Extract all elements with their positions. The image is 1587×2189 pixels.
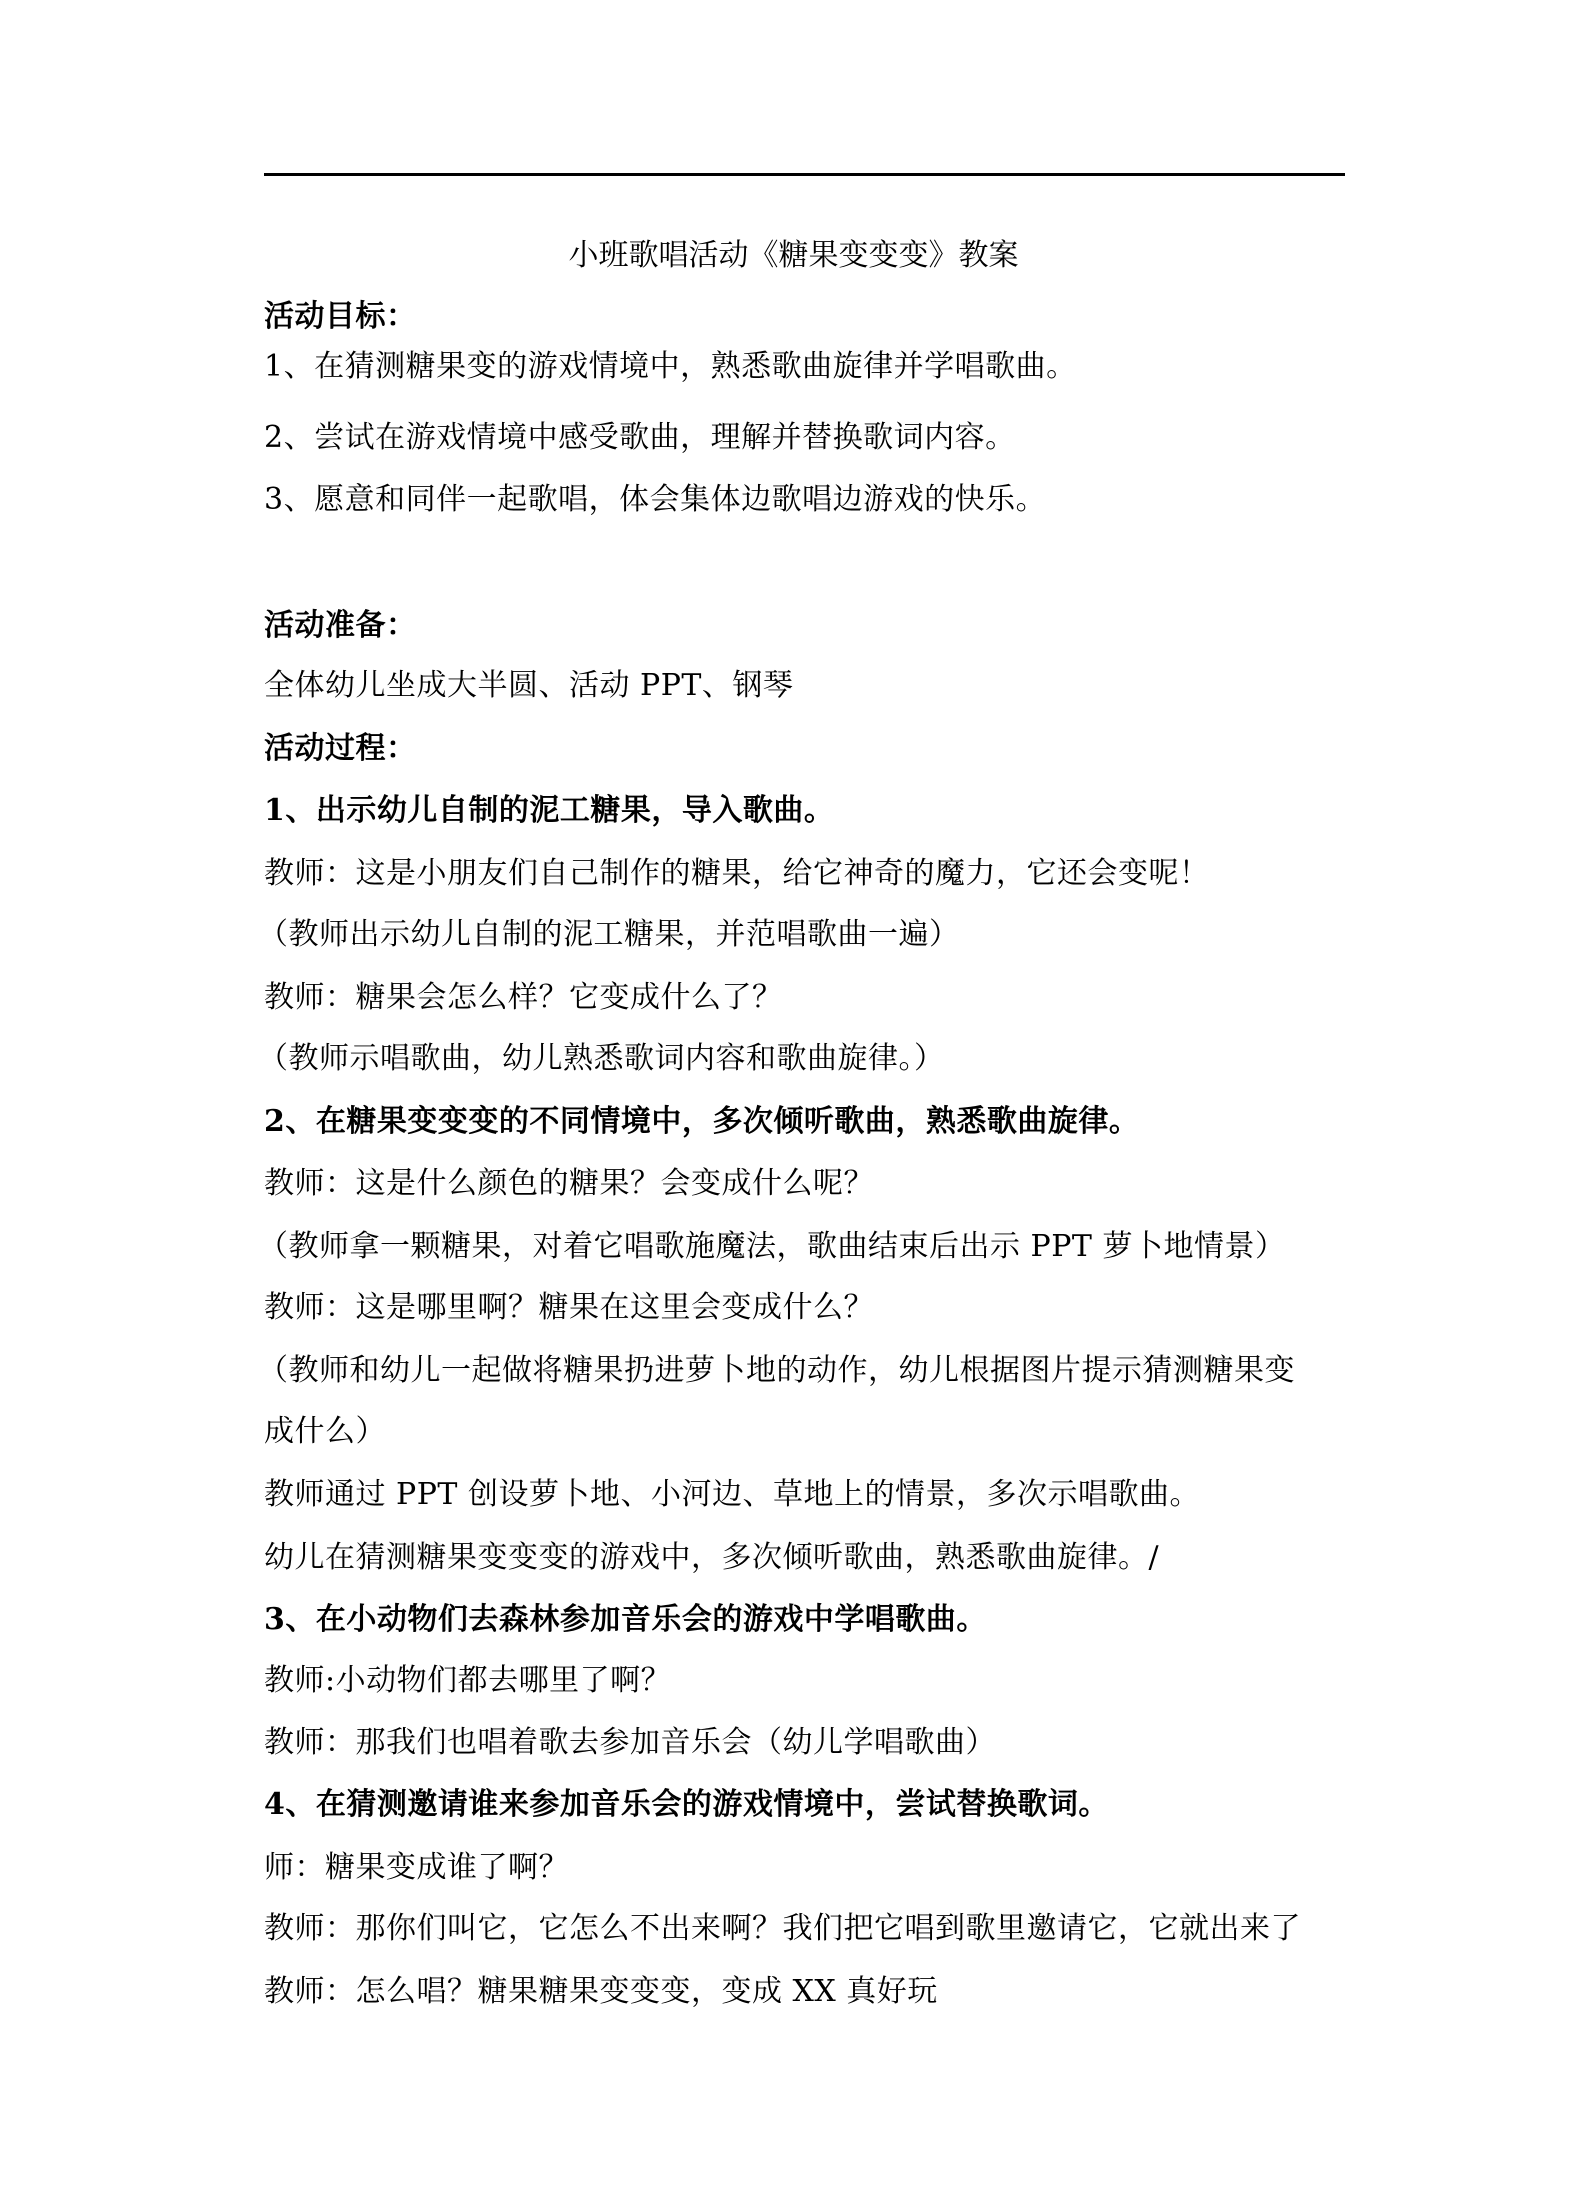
process-line: 教师：这是小朋友们自己制作的糖果，给它神奇的魔力，它还会变呢！ [264,856,1210,891]
process-line: 教师：那我们也唱着歌去参加音乐会（幼儿学唱歌曲） [264,1725,996,1760]
process-line: 教师通过 PPT 创设萝卜地、小河边、草地上的情景，多次示唱歌曲。 [264,1477,1200,1512]
process-line: 成什么） [264,1414,386,1449]
process-line: 教师：怎么唱？糖果糖果变变变，变成 XX 真好玩 [264,1974,938,2009]
preparation-text: 全体幼儿坐成大半圆、活动 PPT、钢琴 [264,668,794,703]
header-rule [264,173,1345,176]
process-line: （教师示唱歌曲，幼儿熟悉歌词内容和歌曲旋律。） [258,1041,945,1076]
document-title: 小班歌唱活动《糖果变变变》教案 [568,238,1019,273]
process-line: 幼儿在猜测糖果变变变的游戏中，多次倾听歌曲，熟悉歌曲旋律。/ [264,1540,1160,1575]
process-line: （教师出示幼儿自制的泥工糖果，并范唱歌曲一遍） [258,917,960,952]
goals-heading: 活动目标： [264,299,417,334]
process-line: 教师:小动物们都去哪里了啊？ [264,1663,672,1698]
process-line: 师：糖果变成谁了啊？ [264,1850,569,1885]
process-step-3-heading: 3、在小动物们去森林参加音乐会的游戏中学唱歌曲。 [264,1602,987,1637]
process-step-1-heading: 1、出示幼儿自制的泥工糖果，导入歌曲。 [264,793,835,828]
goal-item-1: 1、在猜测糖果变的游戏情境中，熟悉歌曲旋律并学唱歌曲。 [264,349,1077,384]
process-step-2-heading: 2、在糖果变变变的不同情境中，多次倾听歌曲，熟悉歌曲旋律。 [264,1104,1140,1139]
goal-item-2: 2、尝试在游戏情境中感受歌曲，理解并替换歌词内容。 [264,420,1016,455]
preparation-heading: 活动准备： [264,608,417,643]
process-step-4-heading: 4、在猜测邀请谁来参加音乐会的游戏情境中，尝试替换歌词。 [264,1787,1109,1822]
process-line: 教师：那你们叫它，它怎么不出来啊？我们把它唱到歌里邀请它，它就出来了 [264,1911,1301,1946]
process-line: 教师：这是哪里啊？糖果在这里会变成什么？ [264,1290,874,1325]
process-line: （教师和幼儿一起做将糖果扔进萝卜地的动作，幼儿根据图片提示猜测糖果变 [258,1353,1295,1388]
process-line: 教师：糖果会怎么样？它变成什么了？ [264,980,783,1015]
goal-item-3: 3、愿意和同伴一起歌唱，体会集体边歌唱边游戏的快乐。 [264,482,1047,517]
process-line: （教师拿一颗糖果，对着它唱歌施魔法，歌曲结束后出示 PPT 萝卜地情景） [258,1229,1286,1264]
process-heading: 活动过程： [264,731,417,766]
process-line: 教师：这是什么颜色的糖果？会变成什么呢？ [264,1166,874,1201]
